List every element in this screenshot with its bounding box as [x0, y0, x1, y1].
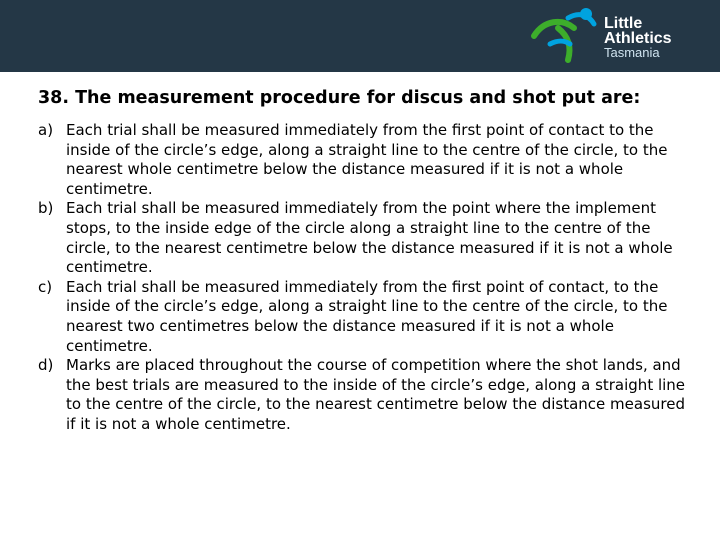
answer-option-c — [38, 278, 688, 356]
option-text-d: Marks are placed throughout the course of competition where the shot lands, and the best trials are measured to the inside of the circle’s edge, along a straight line to the centre of the circle, to the nearest centimetre below the distance measured if it is not a whole centimetre. — [66, 356, 686, 433]
answer-option-d — [38, 356, 688, 434]
option-letter-b: b) — [38, 199, 54, 218]
header-bar — [0, 0, 720, 72]
logo-text-line1: Little — [604, 15, 643, 32]
option-letter-d: d) — [38, 356, 54, 375]
logo-text-line2: Athletics — [604, 30, 672, 47]
option-letter-c: c) — [38, 277, 53, 296]
option-text-a: Each trial shall be measured immediately from the first point of contact to the inside of the circle’s edge, along a straight line to the centre of the circle, to the nearest whole centimetre below the distance measured if it is not a whole centimetre. — [66, 121, 668, 198]
question-title: 38. The measurement procedure for discus and shot put are: — [38, 88, 641, 108]
answer-option-b — [38, 199, 688, 277]
logo-text-line3: Tasmania — [604, 45, 660, 60]
answer-option-a — [38, 121, 688, 199]
athlete-figure-icon — [528, 6, 600, 66]
option-letter-a: a) — [38, 121, 54, 139]
little-athletics-logo — [528, 6, 708, 66]
option-text-b: Each trial shall be measured immediately from the point where the implement stops, to the inside edge of the circle along a straight line to the centre of the circle, to the nearest centimetre below the distance measured if it is not a whole centimetre. — [66, 199, 673, 277]
answer-options — [38, 121, 688, 435]
option-text-c: Each trial shall be measured immediately from the first point of contact, to the inside of the circle’s edge, along a straight line to the centre of the circle, to the nearest two centimetres below the distance measured if it is not a whole centimetre. — [66, 277, 668, 355]
